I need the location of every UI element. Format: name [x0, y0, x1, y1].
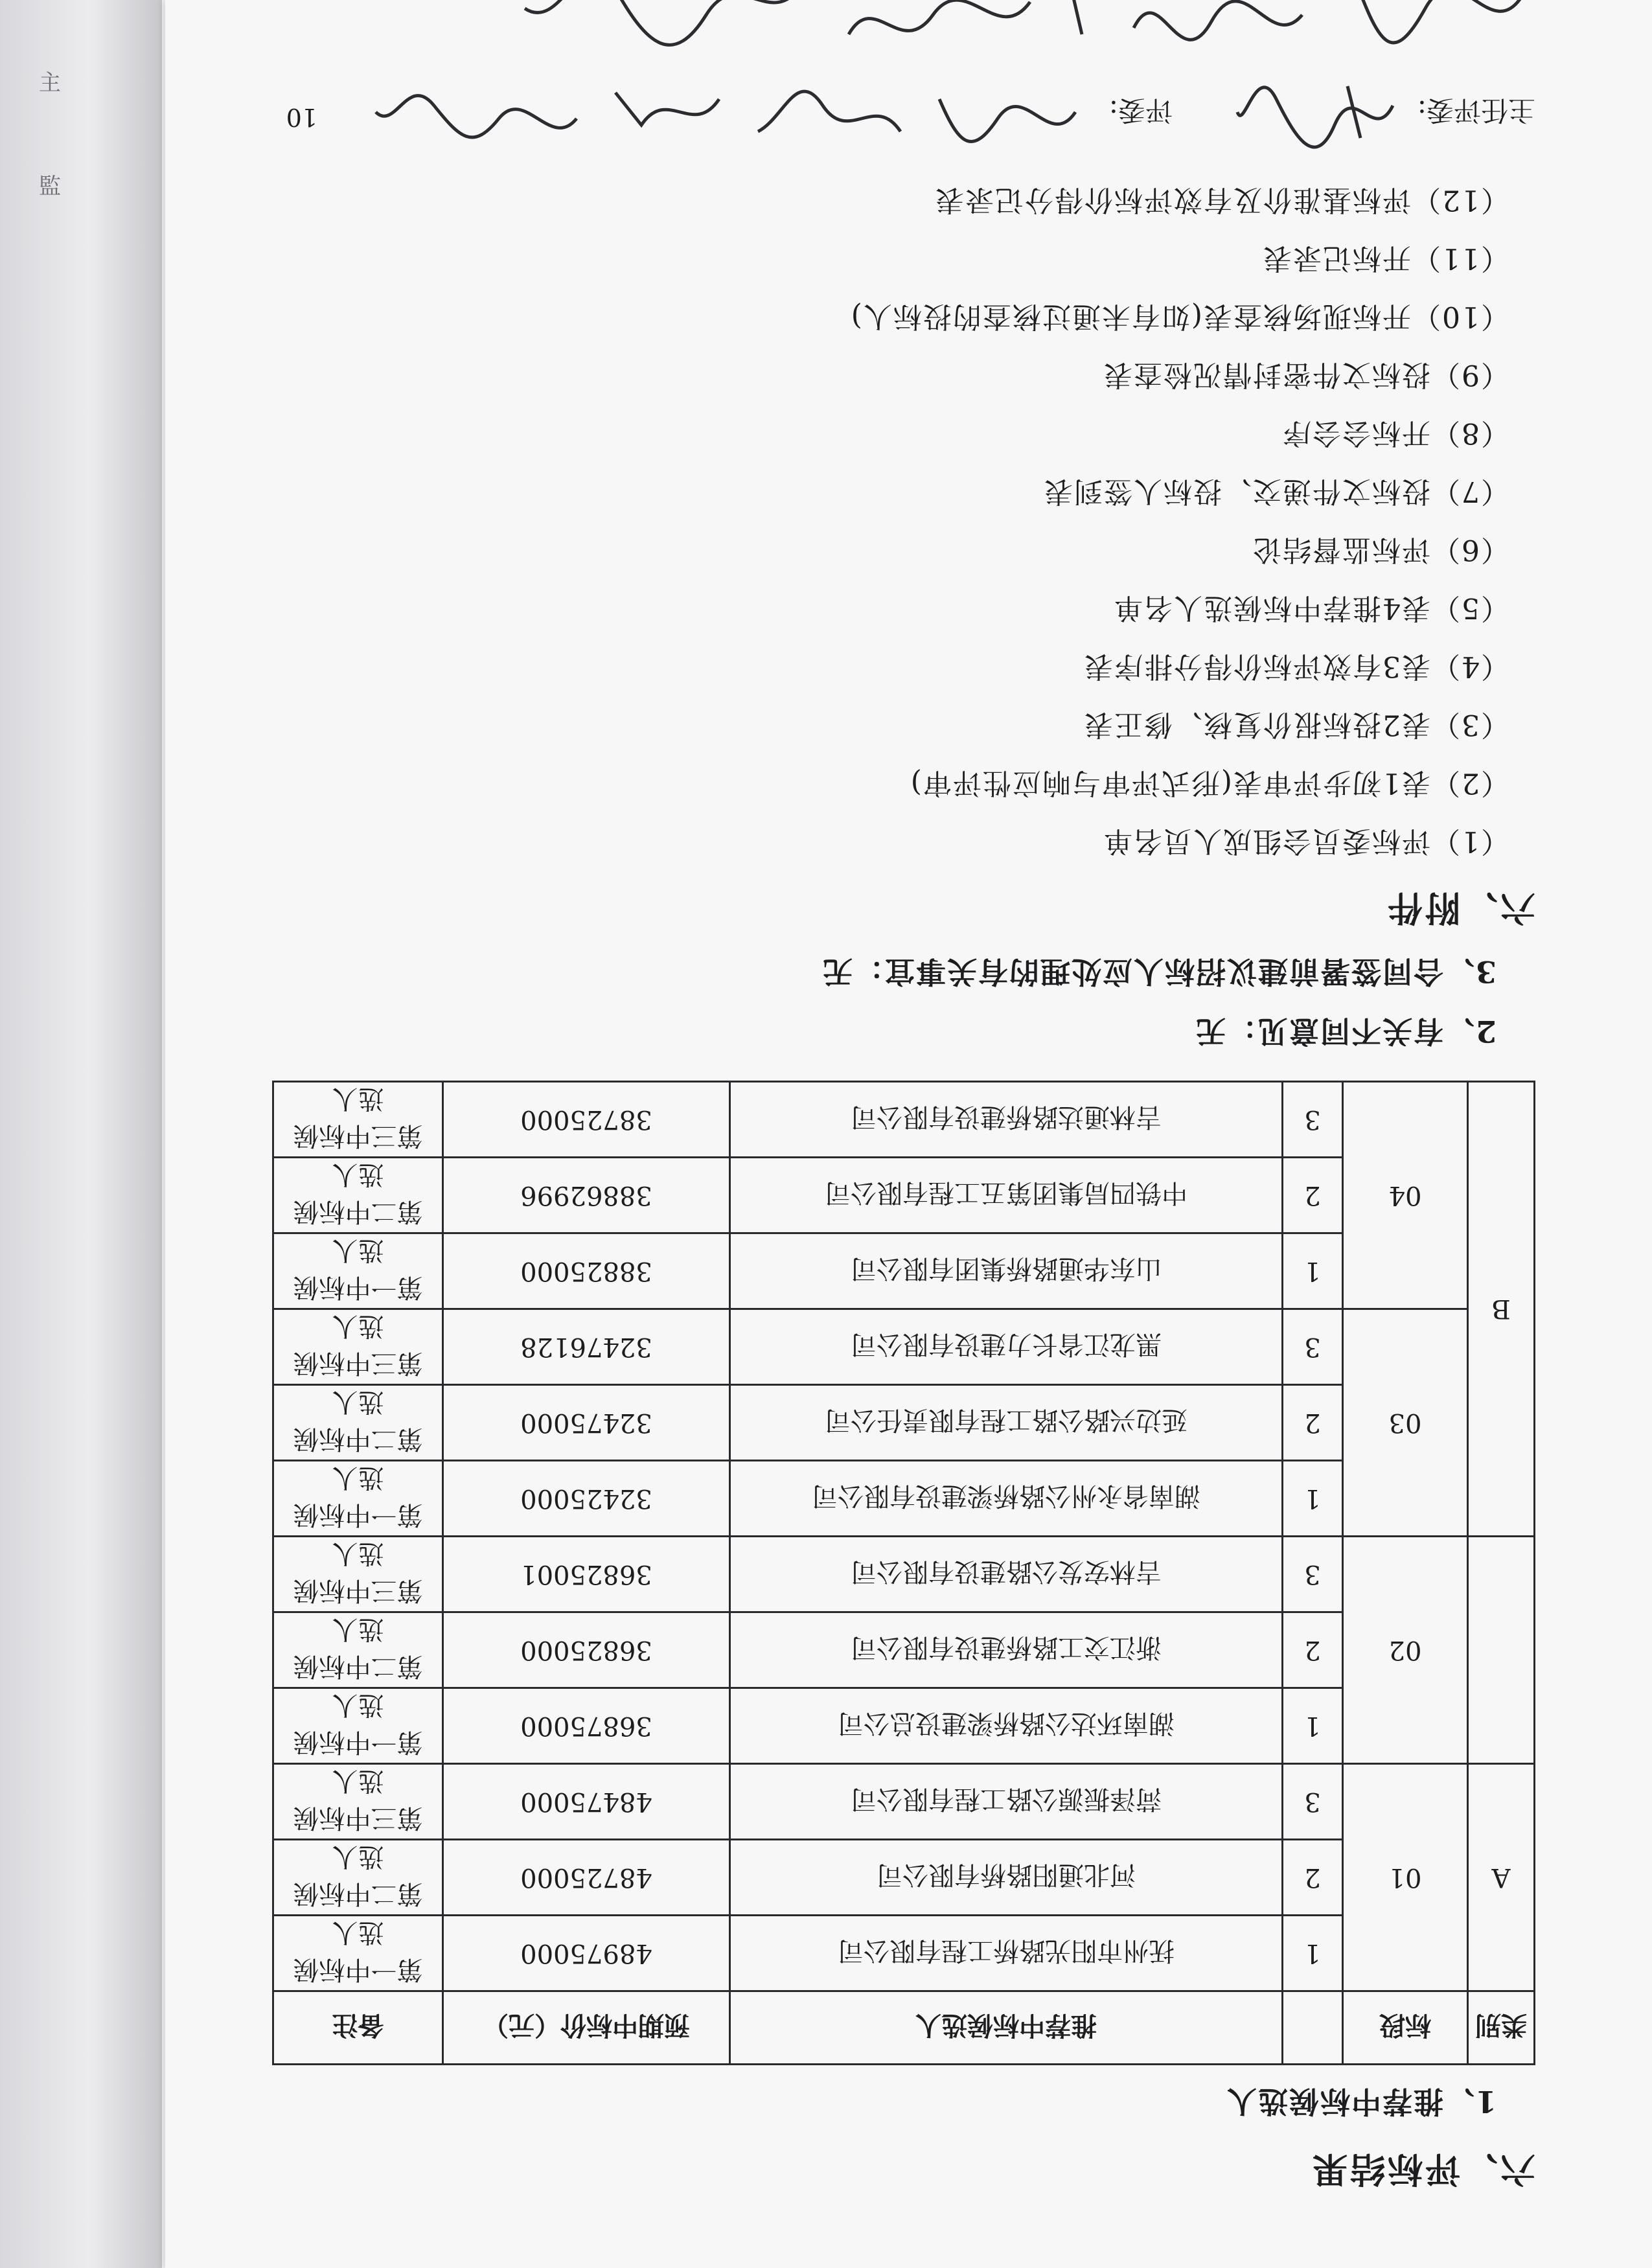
table-row: [273, 1916, 1535, 1991]
header-price: 预期中标价（元）: [443, 1991, 730, 2065]
signature-row-chair: [272, 73, 1535, 157]
note-cell: 第二中标候选人: [273, 1385, 443, 1461]
section-cell: 03: [1343, 1309, 1468, 1537]
price-cell: 36825001: [443, 1537, 730, 1612]
attachment-item: （3）表2投标报价复核、修正表: [1083, 708, 1509, 741]
price-cell: 32425000: [443, 1461, 730, 1537]
gutter-char: 主: [39, 70, 61, 96]
attachment-item: （5）表4推荐中标候选人名单: [1113, 591, 1509, 624]
table-row: [273, 1688, 1535, 1764]
note-cell: 第三中标候选人: [273, 1537, 443, 1612]
candidates-table: [272, 1081, 1535, 2065]
price-cell: 32476128: [443, 1309, 730, 1385]
company-cell: 山东华通路桥集团有限公司: [730, 1233, 1283, 1309]
section-cell: 02: [1343, 1537, 1468, 1764]
note-cell: 第三中标候选人: [273, 1309, 443, 1385]
category-cell: A: [1468, 1764, 1535, 1991]
company-cell: 吉林通达路桥建设有限公司: [730, 1082, 1283, 1158]
price-cell: 38862996: [443, 1158, 730, 1233]
rank-cell: 3: [1283, 1309, 1343, 1385]
company-cell: 延边兴路公路工程有限责任公司: [730, 1385, 1283, 1461]
note-cell: 第三中标候选人: [273, 1082, 443, 1158]
scanned-page: [165, 0, 1652, 2268]
pre-contract-line: 3、合同签署前建议招标人应处理的有关事宜：无: [821, 954, 1497, 989]
attachment-item: （4）表3有效评标价得分排序表: [1083, 650, 1509, 683]
dissent-line: 2、有关不同意见：无: [1194, 1014, 1497, 1049]
signature-row-supervisor: [272, 0, 1535, 73]
attachment-item: （11）开标记录表: [1262, 242, 1509, 275]
company-cell: 吉林安发公路建设有限公司: [730, 1537, 1283, 1612]
note-cell: 第一中标候选人: [273, 1688, 443, 1764]
company-cell: 湖南省永州公路桥梁建设有限公司: [730, 1461, 1283, 1537]
chair-signature: [1231, 73, 1399, 157]
price-cell: 36875000: [443, 1688, 730, 1764]
rank-cell: 1: [1283, 1461, 1343, 1537]
price-cell: 38825000: [443, 1233, 730, 1309]
document-body: [272, 0, 1535, 2197]
attachment-item: （7）投标文件递交、投标人签到表: [1043, 475, 1509, 508]
category-cell: [1468, 1537, 1535, 1764]
company-cell: 河北通阳路桥有限公司: [730, 1840, 1283, 1916]
rank-cell: 2: [1283, 1385, 1343, 1461]
note-cell: 第二中标候选人: [273, 1840, 443, 1916]
attachment-item: （6）评标监督结论: [1252, 533, 1509, 566]
table-header-row: [273, 1991, 1535, 2065]
member-signatures: [369, 73, 1082, 157]
rotated-content: [165, 0, 1652, 2268]
header-rank: [1283, 1991, 1343, 2065]
rank-cell: 2: [1283, 1612, 1343, 1688]
candidates-subheading: 1、推荐中标候选人: [1225, 2084, 1497, 2119]
rank-cell: 2: [1283, 1840, 1343, 1916]
company-cell: 中铁四局集团第五工程有限公司: [730, 1158, 1283, 1233]
price-cell: 38725000: [443, 1082, 730, 1158]
attachment-item: （12）评标基准价及有效评标价得分记录表: [934, 183, 1509, 216]
company-cell: 浙江交工路桥建设有限公司: [730, 1612, 1283, 1688]
rank-cell: 3: [1283, 1537, 1343, 1612]
header-section: 标段: [1343, 1991, 1468, 2065]
header-category: 类别: [1468, 1991, 1535, 2065]
rank-cell: 3: [1283, 1082, 1343, 1158]
members-label: 评委:: [1108, 95, 1173, 126]
gutter-char: 監: [39, 174, 61, 200]
previous-page-gutter: [0, 0, 162, 2268]
attachment-item: （8）开标会会序: [1281, 417, 1509, 450]
category-cell: B: [1468, 1082, 1535, 1537]
attachment-item: （2）表1初步评审表(形式评审与响应性评审): [909, 766, 1509, 799]
attachment-item: （1）评标委员会组成人员名单: [1103, 825, 1509, 858]
header-candidate: 推荐中标候选人: [730, 1991, 1283, 2065]
rank-cell: 1: [1283, 1916, 1343, 1991]
note-cell: 第一中标候选人: [273, 1233, 443, 1309]
note-cell: 第二中标候选人: [273, 1612, 443, 1688]
results-heading: 六、评标结果: [1310, 2149, 1535, 2190]
price-cell: 32475000: [443, 1385, 730, 1461]
company-cell: 菏泽振源公路工程有限公司: [730, 1764, 1283, 1840]
header-note: 备注: [273, 1991, 443, 2065]
chair-label: 主任评委:: [1417, 95, 1535, 126]
price-cell: 48975000: [443, 1916, 730, 1991]
rank-cell: 3: [1283, 1764, 1343, 1840]
rank-cell: 2: [1283, 1158, 1343, 1233]
note-cell: 第一中标候选人: [273, 1916, 443, 1991]
note-cell: 第二中标候选人: [273, 1158, 443, 1233]
note-cell: 第一中标候选人: [273, 1461, 443, 1537]
price-cell: 36825000: [443, 1612, 730, 1688]
attachment-item: （9）投标文件密封情况检查表: [1103, 358, 1509, 391]
section-cell: 01: [1343, 1764, 1468, 1991]
section-cell: 04: [1343, 1082, 1468, 1309]
rank-cell: 1: [1283, 1688, 1343, 1764]
company-cell: 湖南环达公路桥梁建设总公司: [730, 1688, 1283, 1764]
note-cell: 第三中标候选人: [273, 1764, 443, 1840]
attachments-heading: 六、附件: [1385, 888, 1535, 929]
company-cell: 抚州市阳光路桥工程有限公司: [730, 1916, 1283, 1991]
company-cell: 黑龙江省长力建设有限公司: [730, 1309, 1283, 1385]
price-cell: 48475000: [443, 1764, 730, 1840]
table-row: [273, 1233, 1535, 1309]
supervisor-signatures: [466, 0, 1535, 73]
table-row: [273, 1461, 1535, 1537]
price-cell: 48725000: [443, 1840, 730, 1916]
rank-cell: 1: [1283, 1233, 1343, 1309]
attachment-item: （10）开标现场核查表(如有未通过核查的投标人): [849, 300, 1509, 333]
page-number: 10: [286, 103, 317, 132]
